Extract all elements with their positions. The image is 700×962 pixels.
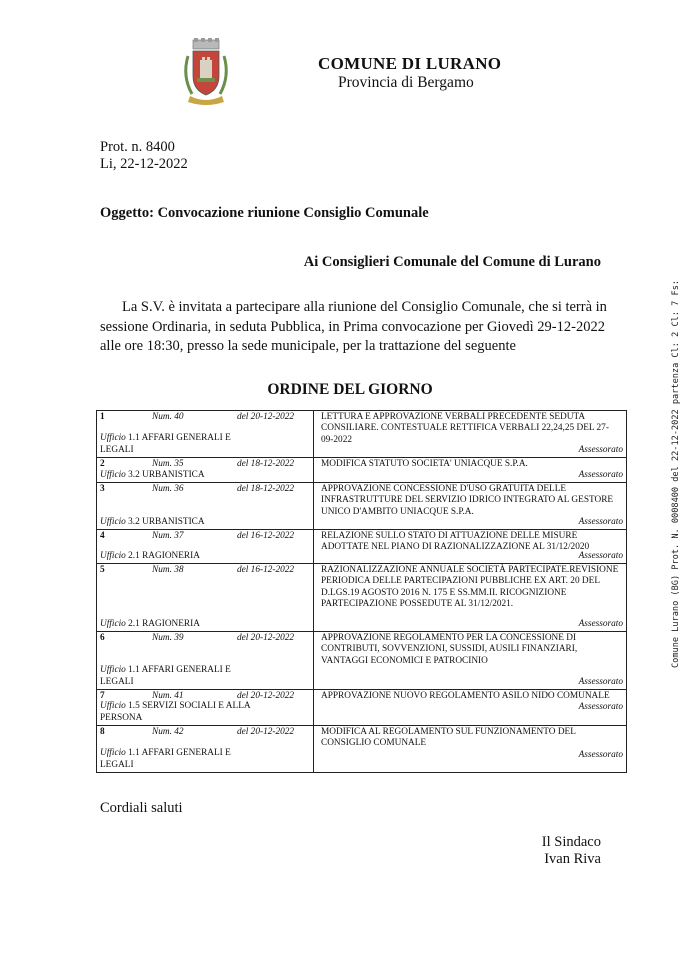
item-assessorato: Assessorato xyxy=(578,750,623,760)
item-assessorato: Assessorato xyxy=(578,618,623,629)
signatory-name: Ivan Riva xyxy=(544,851,601,867)
item-office: Ufficio 2.1 RAGIONERIA xyxy=(100,550,200,561)
item-number: 4 xyxy=(100,531,105,541)
item-date: del 18-12-2022 xyxy=(237,459,295,469)
column-separator xyxy=(313,483,314,529)
invitation-body: La S.V. è invitata a partecipare alla riunione del Consiglio Comunale, che si terrà in sessione Ordinaria, in seduta Pubblica, in Prima convocazione per Giovedì 29-12-2022 alle ore 18:30, presso la sede municipale, per la trattazione del seguente xyxy=(100,299,607,354)
item-date: del 20-12-2022 xyxy=(237,633,295,643)
agenda-item xyxy=(97,457,626,482)
item-num: Num. 37 xyxy=(152,531,184,541)
item-subject: MODIFICA AL REGOLAMENTO SUL FUNZIONAMENTO DEL CONSIGLIO COMUNALE xyxy=(321,727,576,749)
item-office: Ufficio 1.1 AFFARI GENERALI E LEGALI xyxy=(100,665,231,687)
item-date: del 16-12-2022 xyxy=(237,531,295,541)
municipal-crest-icon xyxy=(180,38,232,108)
protocol-stamp: Comune Lurano (BG) Prot. N. 0008400 del 22-12-2022 partenza Cl: 2 Cl: 7 Fs: xyxy=(671,279,681,668)
item-subject: RAZIONALIZZAZIONE ANNUALE SOCIETÀ PARTECIPATE.REVISIONE PERIODICA DELLE PARTECIPAZIONI PUBBLICHE EX ART. 20 DEL D.LGS.19 AGOSTO 2016 N. 175 E SS.MM.II. RICOGNIZIONE PARTECIPAZIONE POSSEDUTE AL 31/12/2021. xyxy=(321,565,619,609)
agenda-item xyxy=(97,411,626,457)
agenda-title: ORDINE DEL GIORNO xyxy=(267,381,433,398)
item-assessorato: Assessorato xyxy=(578,444,623,455)
item-office: Ufficio 3.2 URBANISTICA xyxy=(100,469,205,480)
column-separator xyxy=(313,726,314,772)
agenda-item xyxy=(97,725,626,772)
item-num: Num. 39 xyxy=(152,633,184,643)
comune-name: COMUNE DI LURANO xyxy=(318,54,502,73)
column-separator xyxy=(313,690,314,725)
column-separator xyxy=(313,632,314,689)
provincia-name: Provincia di Bergamo xyxy=(338,74,474,91)
item-number: 8 xyxy=(100,727,105,737)
item-subject: APPROVAZIONE NUOVO REGOLAMENTO ASILO NIDO COMUNALE xyxy=(321,691,610,701)
item-date: del 20-12-2022 xyxy=(237,412,295,422)
item-subject: APPROVAZIONE REGOLAMENTO PER LA CONCESSIONE DI CONTRIBUTI, SOVVENZIONI, SUSSIDI, AUSILI FINANZIARI, VANTAGGI ECONOMICI E PATROCINIO xyxy=(321,633,578,666)
item-number: 5 xyxy=(100,565,105,575)
item-assessorato: Assessorato xyxy=(578,702,623,712)
item-date: del 20-12-2022 xyxy=(237,727,295,737)
document-date: Li, 22-12-2022 xyxy=(100,156,188,172)
item-subject: MODIFICA STATUTO SOCIETA' UNIACQUE S.P.A. xyxy=(321,459,528,469)
item-number: 3 xyxy=(100,484,105,494)
agenda-item xyxy=(97,631,626,689)
item-assessorato: Assessorato xyxy=(578,550,623,561)
column-separator xyxy=(313,530,314,563)
item-assessorato: Assessorato xyxy=(578,516,623,527)
agenda-item xyxy=(97,689,626,725)
closing-greeting: Cordiali saluti xyxy=(100,800,183,816)
item-date: del 16-12-2022 xyxy=(237,565,295,575)
item-num: Num. 40 xyxy=(152,412,184,422)
subject-line: Oggetto: Convocazione riunione Consiglio Comunale xyxy=(100,205,429,221)
item-number: 7 xyxy=(100,691,105,701)
item-assessorato: Assessorato xyxy=(578,469,623,480)
item-num: Num. 35 xyxy=(152,459,184,469)
column-separator xyxy=(313,411,314,457)
agenda-table xyxy=(96,410,627,773)
item-number: 6 xyxy=(100,633,105,643)
signatory-title: Il Sindaco xyxy=(541,834,601,850)
item-num: Num. 36 xyxy=(152,484,184,494)
item-office: Ufficio 1.5 SERVIZI SOCIALI E ALLA PERSONA xyxy=(100,701,251,723)
protocol-number: Prot. n. 8400 xyxy=(100,139,175,155)
column-separator xyxy=(313,564,314,631)
item-num: Num. 38 xyxy=(152,565,184,575)
item-subject: LETTURA E APPROVAZIONE VERBALI PRECEDENTE SEDUTA CONSILIARE. CONTESTUALE RETTIFICA VERBALI 22,24,25 DEL 27-09-2022 xyxy=(321,412,609,445)
item-date: del 20-12-2022 xyxy=(237,691,295,701)
agenda-item xyxy=(97,482,626,529)
item-subject: APPROVAZIONE CONCESSIONE D'USO GRATUITA DELLE INFRASTRUTTURE DEL SERVIZIO IDRICO INTEGRATO AL GESTORE UNICO D'AMBITO UNIACQUE S.P.A. xyxy=(321,484,614,517)
item-office: Ufficio 1.1 AFFARI GENERALI E LEGALI xyxy=(100,748,231,770)
item-office: Ufficio 1.1 AFFARI GENERALI E LEGALI xyxy=(100,433,231,455)
item-office: Ufficio 3.2 URBANISTICA xyxy=(100,516,205,527)
item-number: 2 xyxy=(100,459,105,469)
agenda-item xyxy=(97,563,626,631)
agenda-item xyxy=(97,529,626,563)
recipients-line: Ai Consiglieri Comunale del Comune di Lurano xyxy=(303,254,601,270)
column-separator xyxy=(313,458,314,482)
item-number: 1 xyxy=(100,412,105,422)
item-assessorato: Assessorato xyxy=(578,676,623,687)
item-office: Ufficio 2.1 RAGIONERIA xyxy=(100,618,200,629)
item-num: Num. 42 xyxy=(152,727,184,737)
item-date: del 18-12-2022 xyxy=(237,484,295,494)
item-num: Num. 41 xyxy=(152,691,184,701)
item-subject: RELAZIONE SULLO STATO DI ATTUAZIONE DELLE MISURE ADOTTATE NEL PIANO DI RAZIONALIZZAZIONE AL 31/12/2020 xyxy=(321,531,590,553)
